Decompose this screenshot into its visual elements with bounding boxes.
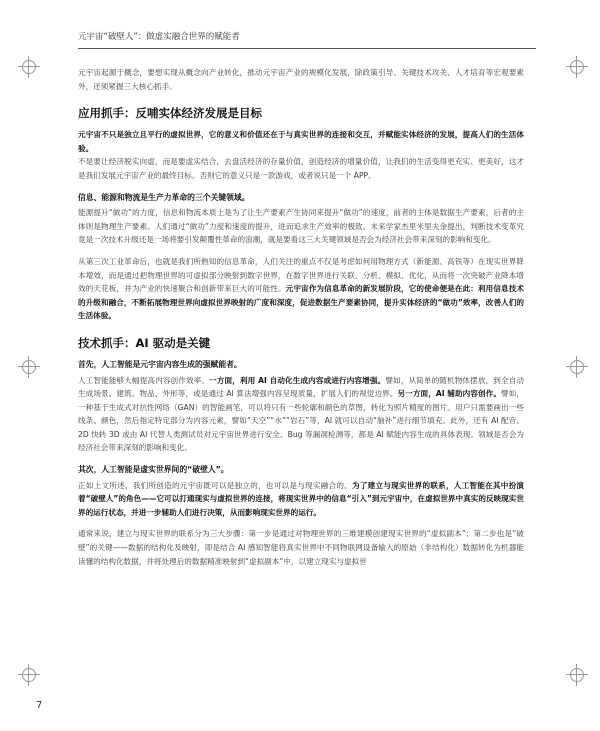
registration-mark-mid-right (566, 356, 588, 378)
page-body (78, 66, 524, 576)
section1-lead-bold: 元宇宙不只是独立且平行的虚拟世界，它的意义和价值还在于与真实世界的连接和交互，并赋能实体经济的发展，提高人们的生活体验。 (78, 130, 524, 153)
section2-paragraph-2 (78, 479, 524, 520)
section2-p1-a: 人工智能能够大幅提高内容创作效率。 (78, 375, 210, 385)
section1-paragraph-3 (78, 255, 524, 323)
section2-p1-f: 譬如，一种基于生成式对抗性网络（GAN）的智能画笔，可以将只有一些轮廓和颜色的草图，转化为照片精度的图片。用户只需要画出一些线条、颜色，然后指定特定部分为内容元素，譬如“天空”“水”“岩石”等，AI 就可以自动“脑补”进行细节填充。此外，还有 AI 配音、2D 快转 3D 或由 AI 代替人类测试员对元宇宙世界进行安全、Bug 等漏洞检测等，都是 AI 赋能内容生成的具体表现。领域是否会为经济社会带来深刻的影响和变化。 (78, 389, 524, 453)
header-rule (78, 48, 536, 49)
section2-p1-b: 一方面， (209, 375, 240, 385)
section1-paragraph-1: 不是要让经济脱实向虚，而是要虚实结合，去盘活经济的存量价值，创造经济的增量价值，让我们的生活变得更充实、更美好，这才是我们发展元宇宙产业的最终目标。否则它的意义只是一款游戏，或者说只是一个 APP。 (78, 157, 524, 180)
section-heading-application: 应用抓手：反哺实体经济发展是目标 (78, 106, 262, 121)
registration-mark-bottom-right (566, 664, 588, 686)
registration-mark-top-right (566, 56, 588, 78)
section2-p1-c: 利用 AI 自动化生成内容或进行内容增强。 (239, 375, 386, 385)
section2-p2-a: 正如上文所述，我们所创造的元宇宙既可以是独立的，也可以是与现实融合的。 (78, 480, 352, 490)
section2-subheading-1: 首先，人工智能是元宇宙内容生成的强赋能者。 (78, 359, 242, 369)
section2-paragraph-1 (78, 374, 524, 456)
section2-p2-b: 为了建立与现实世界的联系，人工智能在其中扮演着“破壁人”的角色——它可以打通现实与虚拟世界的连接，将现实世界中的信息“引入”到元宇宙中，在虚拟世界中真实的反映现实世界的运行状态，并进一步辅助人们进行决策，从而影响现实世界的运行。 (78, 480, 524, 517)
intro-paragraph: 元宇宙起源于概念，要想实现从概念向产业转化，推动元宇宙产业的规模化发展，除政策引导、关键技术攻关、人才培育等宏观要素外，还须紧握三大核心抓手。 (78, 68, 524, 91)
section1-lead (78, 128, 524, 155)
section2-p1-e: 另一方面，AI 辅助内容创作。 (397, 389, 502, 399)
running-header-title: 元宇宙“破壁人”：做虚实融合世界的赋能者 (78, 32, 240, 42)
registration-mark-mid-left (18, 356, 40, 378)
section1-paragraph-2: 能源提升“做功”的力度，信息和物流本质上是为了让生产要素产生协同来提升“做功”的速度，前者的主体是数据生产要素，后者的主体则是物理生产要素。人们通过“做功”力度和速度的提升，进而追求生产效率的极致。未来学家杰里米里夫金提出，判断技术变革究竟是一次技术升级还是一场将要引发颠覆性革命的浪潮，就是要看这三大关键领域是否会为经济社会带来深刻的影响和变化。 (78, 208, 524, 245)
section-heading-technology: 技术抓手：AI 驱动是关键 (78, 335, 211, 350)
section2-paragraph-last: 通常来说，建立与现实世界的联系分为三大步骤：第一步是通过对物理世界的三维建模创建现实世界的“虚拟副本”；第二步也是“破壁”的关键——数据的结构化及映射，即是结合 AI 感知智能将真实世界中不同物联网设备输入的原始（非结构化）数据转化为机器能读懂的结构化数据，并将处理后的数据精准映射到“虚拟副本”中，以建立现实与虚拟世 (78, 529, 524, 566)
registration-mark-bottom-left (18, 664, 40, 686)
section1-p3-bold: 元宇宙作为信息革命的新发展阶段，它的使命便是在此：利用信息技术的升级和融合，不断拓展物理世界向虚拟世界映射的广度和深度，促进数据生产要素协同，提升实体经济的“做功”效率，改善人们的生活体验。 (78, 284, 525, 321)
section2-p1-d: 譬如，从简单的随机物体摆放，到全自动生成场景、建筑、物品、外形等，或是通过 AI 算法增强内容呈现质量，扩展人们的视觉边界。 (78, 375, 525, 399)
registration-mark-top-left (18, 56, 40, 78)
section1-p3-normal: 从第三次工业革命后，也就是我们所熟知的信息革命，人们关注的重点不仅是考虑如何用物理方式（新能源、高铁等）在现实世界降本增效，而是通过把物理世界的可虚拟部分映射到数字世界，在数字世界进行关联，分析、模拟、优化，从而将一次突破产业降本增效的天花板，并为产业的快速聚合和创新带来巨大的可能性。 (78, 256, 524, 294)
page-number: 7 (36, 700, 43, 711)
section1-subheading: 信息、能源和物流是生产力革命的三个关键领域。 (78, 192, 250, 202)
section2-subheading-2: 其次，人工智能是虚实世界间的“破壁人”。 (78, 465, 229, 475)
